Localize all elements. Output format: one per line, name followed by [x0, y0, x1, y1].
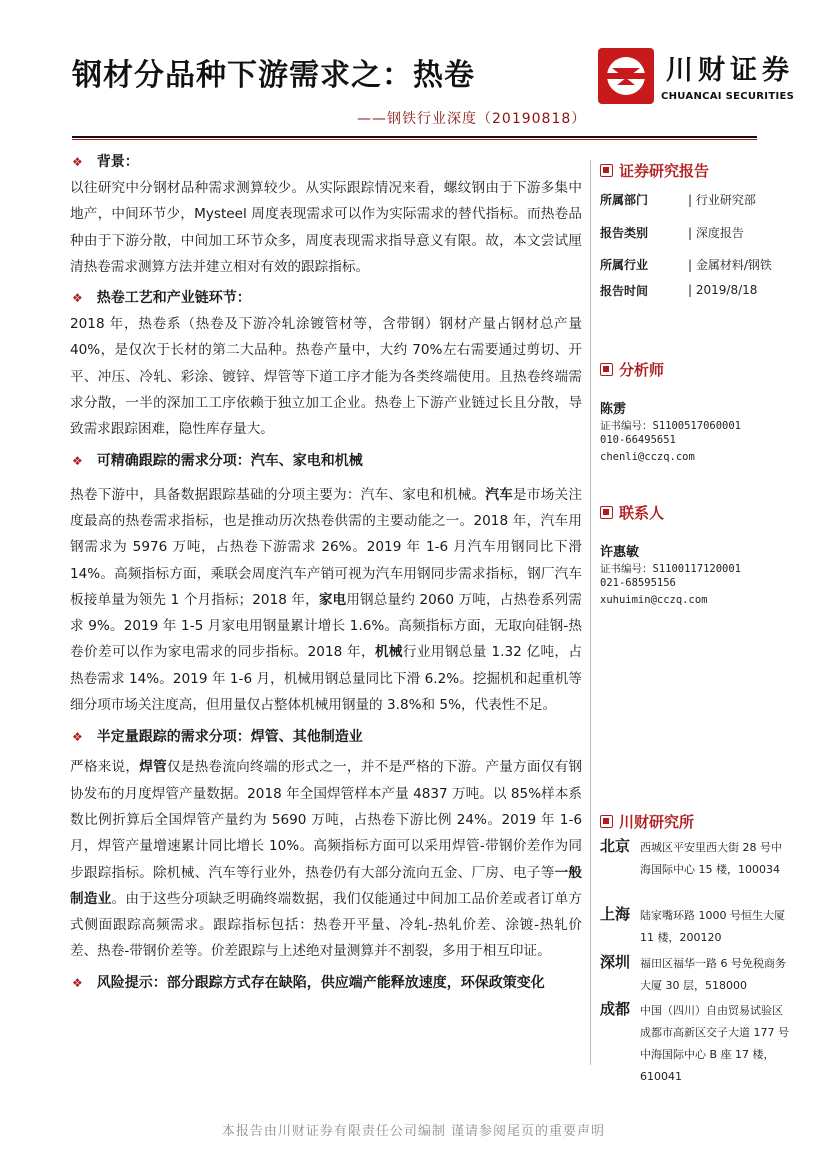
office-city: 深圳: [600, 953, 631, 971]
diamond-bullet-icon: ❖: [72, 155, 83, 169]
research-report-heading: 证券研究报告: [600, 160, 709, 181]
office-address: 中国（四川）自由贸易试验区成都市高新区交子大道 177 号中海国际中心 B 座 17 楼，610041: [640, 1004, 789, 1083]
company-logo: [598, 48, 654, 104]
page-footer: 本报告由川财证券有限责任公司编制 谨请参阅尾页的重要声明: [221, 1124, 606, 1139]
header-rule: [72, 136, 757, 138]
section-heading: ❖ 背景：: [72, 154, 139, 170]
contact-email[interactable]: xuhuimin@cczq.com: [600, 594, 708, 606]
section-heading: ❖ 半定量跟踪的需求分项：焊管、其他制造业: [72, 729, 363, 746]
analyst-cert: 证书编号：S1100517060001: [600, 420, 742, 432]
paragraph: 热卷下游中，具备数据跟踪基础的分项主要为：汽车、家电和机械。汽车是市场关注度最高的热卷需求指标，也是推动历次热卷供需的主要动能之一。2018 年，汽车用钢需求为 5976 万吨，占热卷下游需求 26%。2019 年 1-6 月汽车用钢同比下滑 14%。高频指标方面，乘联会周度汽车产销可视为汽车用钢同步需求指标，钢厂汽车板接单量为领先 1 个月指标；2018 年，家电用钢总量约 2060 万吨，占热卷系列需求 9%。2019 年 1-5 月家电用钢量累计增长 1.6%。高频指标方面，无取向硅钢-热卷价差可以作为家电需求的同步指标。2018 年，机械行业用钢总量 1.32 亿吨，占热卷需求 14%。2019 年 1-6 月，机械用钢总量同比下滑 6.2%。挖掘机和起重机等细分项市场关注度高，但用量仅占整体机械用钢量的 3.8%和 5%，代表性不足。: [70, 486, 583, 714]
institute-heading: 川财研究所: [600, 811, 694, 832]
diamond-bullet-icon: ❖: [72, 291, 83, 306]
diamond-bullet-icon: ❖: [72, 730, 83, 745]
section-heading: ❖ 可精确跟踪的需求分项：汽车、家电和机械: [72, 452, 363, 469]
paragraph: 以往研究中分钢材品种需求测算较少。从实际跟踪情况来看，螺纹钢由于下游多集中地产，中间环节少，Mysteel 周度表现需求可以作为实际需求的替代指标。而热卷品种由于下游分散，中间加工环节众多，周度表现需求指导意义有限。故，本文尝试厘清热卷需求测算方法并建立相对有效的跟踪指标。: [70, 180, 582, 275]
info-row: 报告类别 | 深度报告: [600, 225, 744, 240]
contact-cert: 证书编号：S1100117120001: [600, 563, 742, 575]
square-bullet-icon: [600, 815, 613, 828]
office-city: 上海: [600, 905, 631, 923]
report-subtitle: ——钢铁行业深度（20190818）: [357, 111, 587, 127]
section-heading: ❖ 热卷工艺和产业链环节：: [72, 290, 251, 307]
diamond-bullet-icon: ❖: [72, 975, 83, 990]
contact-name: 许惠敏: [600, 545, 640, 560]
office-address: 西城区平安里西大街 28 号中海国际中心 15 楼，100034: [640, 841, 782, 876]
analyst-phone: 010-66495651: [600, 434, 676, 446]
column-divider: [590, 160, 591, 1065]
square-bullet-icon: [600, 164, 613, 177]
square-bullet-icon: [600, 506, 613, 519]
header-rule-accent: [72, 139, 757, 140]
contact-heading: 联系人: [600, 502, 664, 523]
analyst-name: 陈雳: [600, 402, 627, 417]
paragraph: 严格来说，焊管仅是热卷流向终端的形式之一，并不是严格的下游。产量方面仅有钢协发布的月度焊管产量数据。2018 年全国焊管样本产量 4837 万吨。以 85%样本系数比例折算后全国焊管产量约为 5690 万吨，占热卷下游比例 24%。2019 年 1-6 月，焊管产量增速累计同比增长 10%。高频指标方面可以采用焊管-带钢价差作为同步跟踪指标。除机械、汽车等行业外，热卷仍有大部分流向五金、厂房、电子等一般制造业。由于这些分项缺乏明确终端数据，我们仅能通过中间加工品价差或者订单方式侧面跟踪高频需求。跟踪指标包括：热卷开平量、冷轧-热轧价差、涂镀-热轧价差、热卷-带钢价差等。价差跟踪与上述绝对量测算并不割裂，多用于相互印证。: [70, 759, 583, 960]
info-row: 所属部门 | 行业研究部: [600, 192, 756, 207]
report-info-table: [600, 186, 800, 303]
diamond-bullet-icon: ❖: [72, 453, 83, 468]
report-title: 钢材分品种下游需求之：热卷: [72, 58, 475, 93]
section-heading: ❖ 风险提示：部分跟踪方式存在缺陷，供应端产能释放速度，环保政策变化: [72, 974, 545, 991]
logo-mark-icon: [598, 48, 654, 104]
office-address: 陆家嘴环路 1000 号恒生大厦 11 楼，200120: [640, 909, 785, 944]
main-content: [70, 148, 582, 996]
analyst-heading: 分析师: [600, 359, 664, 380]
office-city: 成都: [600, 1000, 631, 1018]
logo-chinese-name: 川财证券: [666, 55, 794, 86]
info-row: 报告时间 | 2019/8/18: [600, 283, 758, 298]
analyst-email[interactable]: chenli@cczq.com: [600, 451, 695, 463]
square-bullet-icon: [600, 363, 613, 376]
info-row: 所属行业 | 金属材料/钢铁: [600, 257, 772, 272]
office-city: 北京: [600, 837, 631, 855]
contact-phone: 021-68595156: [600, 577, 676, 589]
paragraph: 2018 年，热卷系（热卷及下游冷轧涂镀管材等，含带钢）钢材产量占钢材总产量 40%，是仅次于长材的第二大品种。热卷产量中，大约 70%左右需要通过剪切、开平、冲压、冷轧、彩涂、镀锌、焊管等下道工序才能为各类终端使用。且热卷终端需求分散，一半的深加工工序依赖于独立加工企业。热卷上下游产业链过长且分散，导致需求跟踪困难，隐性库存量大。: [70, 316, 582, 438]
office-address: 福田区福华一路 6 号免税商务大厦 30 层，518000: [640, 957, 786, 992]
logo-english-name: CHUANCAI SECURITIES: [661, 91, 795, 102]
